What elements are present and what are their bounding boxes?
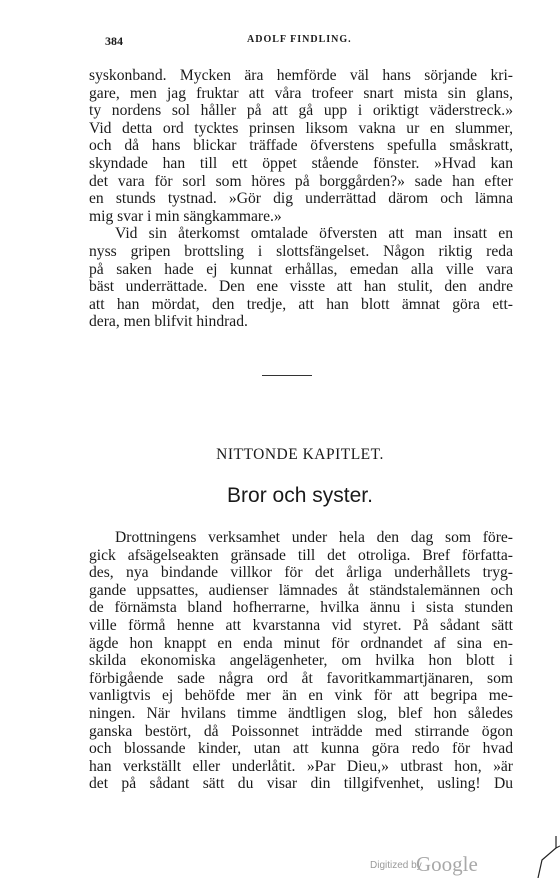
text-line: skilda ekonomiska angelägenheter, om hvilka hon blott i bbox=[89, 652, 513, 670]
text-line: nyss gripen brottsling i slottsfängelset. Någon riktig reda bbox=[89, 242, 513, 260]
text-block-1 bbox=[89, 67, 513, 331]
text-line: Drottningens verksamhet under hela den dag som före- bbox=[115, 529, 513, 546]
text-block-2 bbox=[89, 529, 513, 793]
page-edge-mark bbox=[536, 836, 560, 878]
google-logo: Google bbox=[416, 852, 478, 876]
text-line: Vid sin återkomst omtalade öfversten att man insatt en bbox=[115, 225, 513, 243]
text-line: ägde hon knappt en enda minut för ordnandet af sina en- bbox=[89, 634, 513, 652]
text-line: ville förmå henne att kvarstanna vid styret. På sådant sätt bbox=[89, 616, 513, 634]
text-line: han verkställt eller underlåtit. »Par Dieu,» utbrast hon, »är bbox=[89, 757, 513, 775]
running-head: ADOLF FINDLING. bbox=[247, 34, 352, 45]
text-line: dera, men blifvit hindrad. bbox=[89, 313, 248, 331]
text-line: ty nordens sol håller på att gå upp i oriktigt väderstreck.» bbox=[89, 102, 513, 120]
text-line: gare, men jag fruktar att våra trofeer snart mista sin glans, bbox=[89, 84, 513, 102]
text-line: skyndade han till ett öppet stående fönster. »Hvad kan bbox=[89, 154, 513, 172]
section-divider bbox=[262, 375, 312, 376]
text-line: att han mördat, den tredje, att han blott ämnat göra ett- bbox=[89, 295, 513, 313]
text-line: och blossande kinder, utan att kunna göra redo för hvad bbox=[89, 740, 513, 758]
page-header bbox=[105, 34, 395, 50]
text-line: gande uppsattes, audienser lämnades åt ständstalemännen och bbox=[89, 581, 513, 599]
text-line: bäst underrättade. Den ene visste att han stulit, den andre bbox=[89, 278, 513, 296]
text-line: syskonband. Mycken ära hemförde väl hans sörjande kri- bbox=[89, 67, 513, 84]
text-line: Vid detta ord tycktes prinsen liksom vakna ur en slummer, bbox=[89, 119, 513, 137]
text-line: ningen. När hvilans timme ändtligen slog, blef hon således bbox=[89, 704, 513, 722]
chapter-label: NITTONDE KAPITLET. bbox=[216, 446, 384, 463]
text-line: vanligtvis ej behöfde mer än en vink för att begripa me- bbox=[89, 687, 513, 705]
chapter-title: Bror och syster. bbox=[227, 484, 373, 507]
page-number: 384 bbox=[105, 34, 123, 48]
digitization-watermark bbox=[370, 852, 530, 876]
text-line: det på sådant sätt du visar din tillgifvenhet, usling! Du bbox=[89, 775, 513, 793]
text-line: gick afsägelseakten gränsade till det otroliga. Bref författa- bbox=[89, 546, 513, 564]
text-line: och då hans blickar träffade öfverstens spefulla småskratt, bbox=[89, 137, 513, 155]
text-line: des, nya bindande villkor för det årliga underhållets tryg- bbox=[89, 564, 513, 582]
text-line: mig svar i min sängkammare.» bbox=[89, 207, 282, 225]
text-line: ganska bestört, då Poissonnet inträdde med stirrande ögon bbox=[89, 722, 513, 740]
digitized-by-label: Digitized by bbox=[370, 860, 422, 871]
text-line: förbigående sade några ord åt favoritkammartjänaren, som bbox=[89, 669, 513, 687]
text-line: en stunds tystnad. »Gör dig underrättad därom och lämna bbox=[89, 190, 513, 208]
text-line: det vara för sorl som höres på borggården?» sade han efter bbox=[89, 172, 513, 190]
text-line: på saken hade ej kunnat erhållas, emedan alla ville vara bbox=[89, 260, 513, 278]
text-line: de förnämsta bland hofherrarne, hvilka ännu i sista stunden bbox=[89, 599, 513, 617]
